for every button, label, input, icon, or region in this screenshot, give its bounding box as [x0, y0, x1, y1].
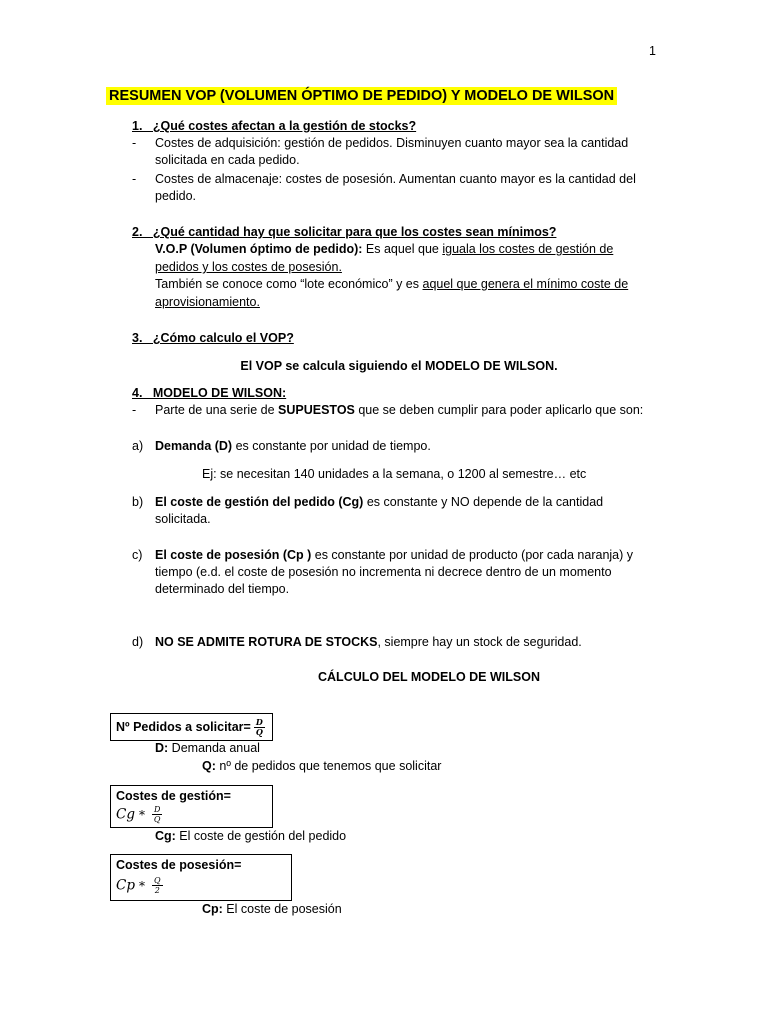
section-3-heading: 3. ¿Cómo calculo el VOP? [132, 331, 294, 345]
section-4-intro [155, 402, 643, 420]
formula-orders-label: Nº Pedidos a solicitar= [116, 719, 251, 734]
formula-possession-label: Costes de posesión= [116, 858, 242, 872]
fraction-numerator: D [153, 805, 161, 814]
formula-management-cost-box [110, 785, 273, 828]
legend-cp-symbol: Cp: [202, 902, 223, 916]
item-c-line-2: tiempo (e.d. el coste de posesión no incrementa ni decrece dentro de un momento [155, 565, 612, 579]
legend-q-text: nº de pedidos que tenemos que solicitar [215, 759, 442, 773]
section-4-heading: 4. MODELO DE WILSON: [132, 386, 287, 400]
page-number: 1 [649, 44, 656, 58]
item-b-bold: El coste de gestión del pedido (Cg) [155, 495, 364, 509]
legend-d-symbol: D: [155, 741, 169, 755]
document-title [106, 87, 617, 105]
item-c-label: c) [132, 548, 143, 562]
formula-cg-var: Cg [116, 806, 135, 823]
formula-management-label: Costes de gestión= [116, 789, 231, 803]
vop-definition-line-1 [155, 241, 613, 259]
formula-management-expression [116, 805, 162, 824]
legend-cg-text: El coste de gestión del pedido [175, 829, 347, 843]
fraction-numerator: D [255, 717, 263, 727]
item-b-rest: es constante y NO depende de la cantidad [363, 495, 604, 509]
item-d-rest: , siempre hay un stock de seguridad. [377, 635, 582, 649]
formula-orders-box [110, 713, 273, 741]
section-1-bullet-2-line-2: pedido. [155, 189, 197, 203]
formula-possession-expression [116, 876, 163, 895]
legend-cg [155, 828, 346, 846]
fraction-d-over-q [254, 718, 265, 737]
vop-also-line-2: aprovisionamiento. [155, 295, 260, 309]
formula-orders [116, 718, 265, 737]
item-a-example: Ej: se necesitan 140 unidades a la semana, o 1200 al semestre… etc [202, 467, 587, 481]
section-1-bullet-1-line-1: Costes de adquisición: gestión de pedidos. Disminuyen cuanto mayor sea la cantidad [155, 136, 629, 150]
item-c-text [155, 547, 633, 565]
item-a-bold: Demanda (D) [155, 439, 233, 453]
legend-q-symbol: Q: [202, 759, 216, 773]
section-1-heading: 1. ¿Qué costes afectan a la gestión de stocks? [132, 119, 417, 133]
section-1-bullet-2-line-1: Costes de almacenaje: costes de posesión. Aumentan cuanto mayor es la cantidad del [155, 172, 636, 186]
vop-wilson-statement: El VOP se calcula siguiendo el MODELO DE WILSON. [240, 359, 558, 373]
item-c-rest: es constante por unidad de producto (por cada naranja) y [311, 548, 634, 562]
intro-text: Parte de una serie de [155, 403, 278, 417]
legend-d-text: Demanda anual [168, 741, 260, 755]
vop-term: V.O.P (Volumen óptimo de pedido): [155, 242, 363, 256]
bullet-dash: - [132, 403, 137, 417]
item-b-text [155, 494, 603, 512]
vop-def-underlined: iguala los costes de gestión de [442, 242, 614, 256]
vop-also-text: También se conoce como “lote económico” y es [155, 277, 423, 291]
item-d-text [155, 634, 582, 652]
bullet-dash: - [132, 136, 137, 150]
formula-possession-cost-box [110, 854, 292, 901]
vop-also-underlined: aquel que genera el mínimo coste de [422, 277, 629, 291]
title-text: RESUMEN VOP (VOLUMEN ÓPTIMO DE PEDIDO) Y MODELO DE WILSON [106, 87, 617, 105]
item-a-text [155, 438, 431, 456]
section-1-bullet-1-line-2: solicitada en cada pedido. [155, 153, 300, 167]
item-c-bold: El coste de posesión (Cp ) [155, 548, 312, 562]
item-b-line-2: solicitada. [155, 512, 211, 526]
fraction-d-over-q [152, 805, 162, 824]
intro-rest: que se deben cumplir para poder aplicarlo que son: [354, 403, 644, 417]
vop-definition-line-2: pedidos y los costes de posesión. [155, 260, 342, 274]
section-2-heading: 2. ¿Qué cantidad hay que solicitar para que los costes sean mínimos? [132, 225, 557, 239]
item-a-rest: es constante por unidad de tiempo. [232, 439, 431, 453]
fraction-denominator: Q [153, 815, 161, 824]
fraction-numerator: Q [153, 876, 161, 885]
item-d-label: d) [132, 635, 144, 649]
vop-also-line-1 [155, 276, 628, 294]
item-c-line-3: determinado del tiempo. [155, 582, 290, 596]
calc-heading: CÁLCULO DEL MODELO DE WILSON [318, 670, 540, 684]
formula-multiply: * [138, 807, 145, 822]
vop-def-text: Es aquel que [362, 242, 443, 256]
formula-cp-var: Cp [116, 877, 135, 894]
item-b-label: b) [132, 495, 144, 509]
legend-cp [202, 901, 342, 919]
fraction-denominator: 2 [154, 886, 160, 895]
legend-cg-symbol: Cg: [155, 829, 176, 843]
legend-d [155, 740, 260, 758]
fraction-denominator: Q [255, 727, 263, 737]
item-d-bold: NO SE ADMITE ROTURA DE STOCKS [155, 635, 378, 649]
item-a-label: a) [132, 439, 144, 453]
legend-cp-text: El coste de posesión [222, 902, 342, 916]
fraction-q-over-2 [152, 876, 163, 895]
intro-bold: SUPUESTOS [278, 403, 355, 417]
bullet-dash: - [132, 172, 137, 186]
formula-multiply: * [138, 878, 145, 893]
legend-q [202, 758, 441, 776]
